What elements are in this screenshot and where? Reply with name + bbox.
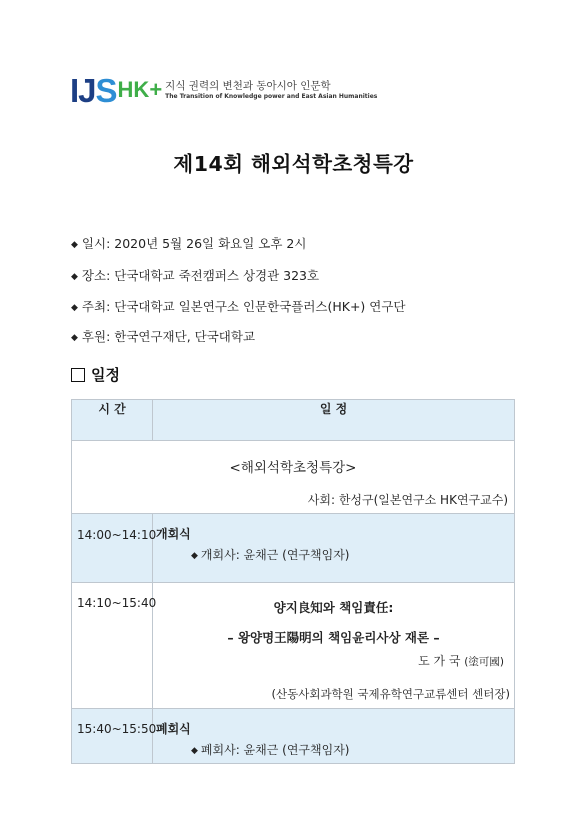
schedule-table — [71, 399, 515, 764]
info-venue: ◆ 장소: 단국대학교 죽전캠퍼스 상경관 323호 — [71, 268, 320, 283]
moderator: 사회: 한성구(일본연구소 HK연구교수) — [307, 493, 508, 507]
logo — [70, 72, 377, 108]
section-schedule-title: 일정 — [71, 364, 120, 385]
square-box-icon — [71, 368, 85, 382]
header-schedule: 일 정 — [153, 400, 515, 441]
diamond-bullet-icon: ◆ — [71, 303, 78, 313]
session-detail: ◆ 개회사: 윤채근 (연구책임자) — [191, 548, 350, 562]
info-organizer: ◆ 주최: 단국대학교 일본연구소 인문한국플러스(HK+) 연구단 — [71, 299, 406, 314]
session-title: 개회식 — [156, 527, 191, 541]
speaker-affiliation: (산동사회과학원 국제유학연구교류센터 센터장) — [271, 687, 510, 701]
diamond-bullet-icon: ◆ — [191, 551, 198, 561]
session-title: 폐회식 — [156, 722, 191, 736]
time-cell: 14:00~14:10 — [72, 514, 153, 583]
diamond-bullet-icon: ◆ — [71, 333, 78, 343]
table-row — [72, 514, 515, 583]
logo-text — [165, 80, 377, 101]
logo-korean-text: 지식 권력의 변천과 동아시아 인문학 — [165, 79, 331, 92]
lecture-heading: <해외석학초청특강> — [229, 460, 357, 476]
speaker: 도 가 국 (塗可國) — [418, 654, 504, 668]
table-row-lecture-heading — [72, 441, 515, 514]
header-time: 시 간 — [72, 400, 153, 441]
page-title: 제14회 해외석학초청특강 — [173, 152, 414, 176]
diamond-bullet-icon: ◆ — [191, 746, 198, 756]
info-date: ◆ 일시: 2020년 5월 26일 화요일 오후 2시 — [71, 236, 307, 251]
table-row — [72, 709, 515, 764]
diamond-bullet-icon: ◆ — [71, 240, 78, 250]
logo-mark: IJS — [70, 71, 117, 109]
diamond-bullet-icon: ◆ — [71, 272, 78, 282]
time-cell: 15:40~15:50 — [72, 709, 153, 764]
lecture-subtitle: – 왕양명王陽明의 책임윤리사상 재론 – — [227, 630, 440, 645]
info-sponsor: ◆ 후원: 한국연구재단, 단국대학교 — [71, 329, 256, 344]
lecture-title: 양지良知와 책임責任: — [273, 600, 394, 615]
session-detail: ◆ 폐회사: 윤채근 (연구책임자) — [191, 743, 350, 757]
table-header-row — [72, 400, 515, 441]
table-row — [72, 583, 515, 709]
logo-english-text: The Transition of Knowledge power and East Asian Humanities — [165, 92, 378, 100]
logo-hk-plus: HK+ — [117, 77, 163, 102]
time-cell: 14:10~15:40 — [72, 583, 153, 709]
